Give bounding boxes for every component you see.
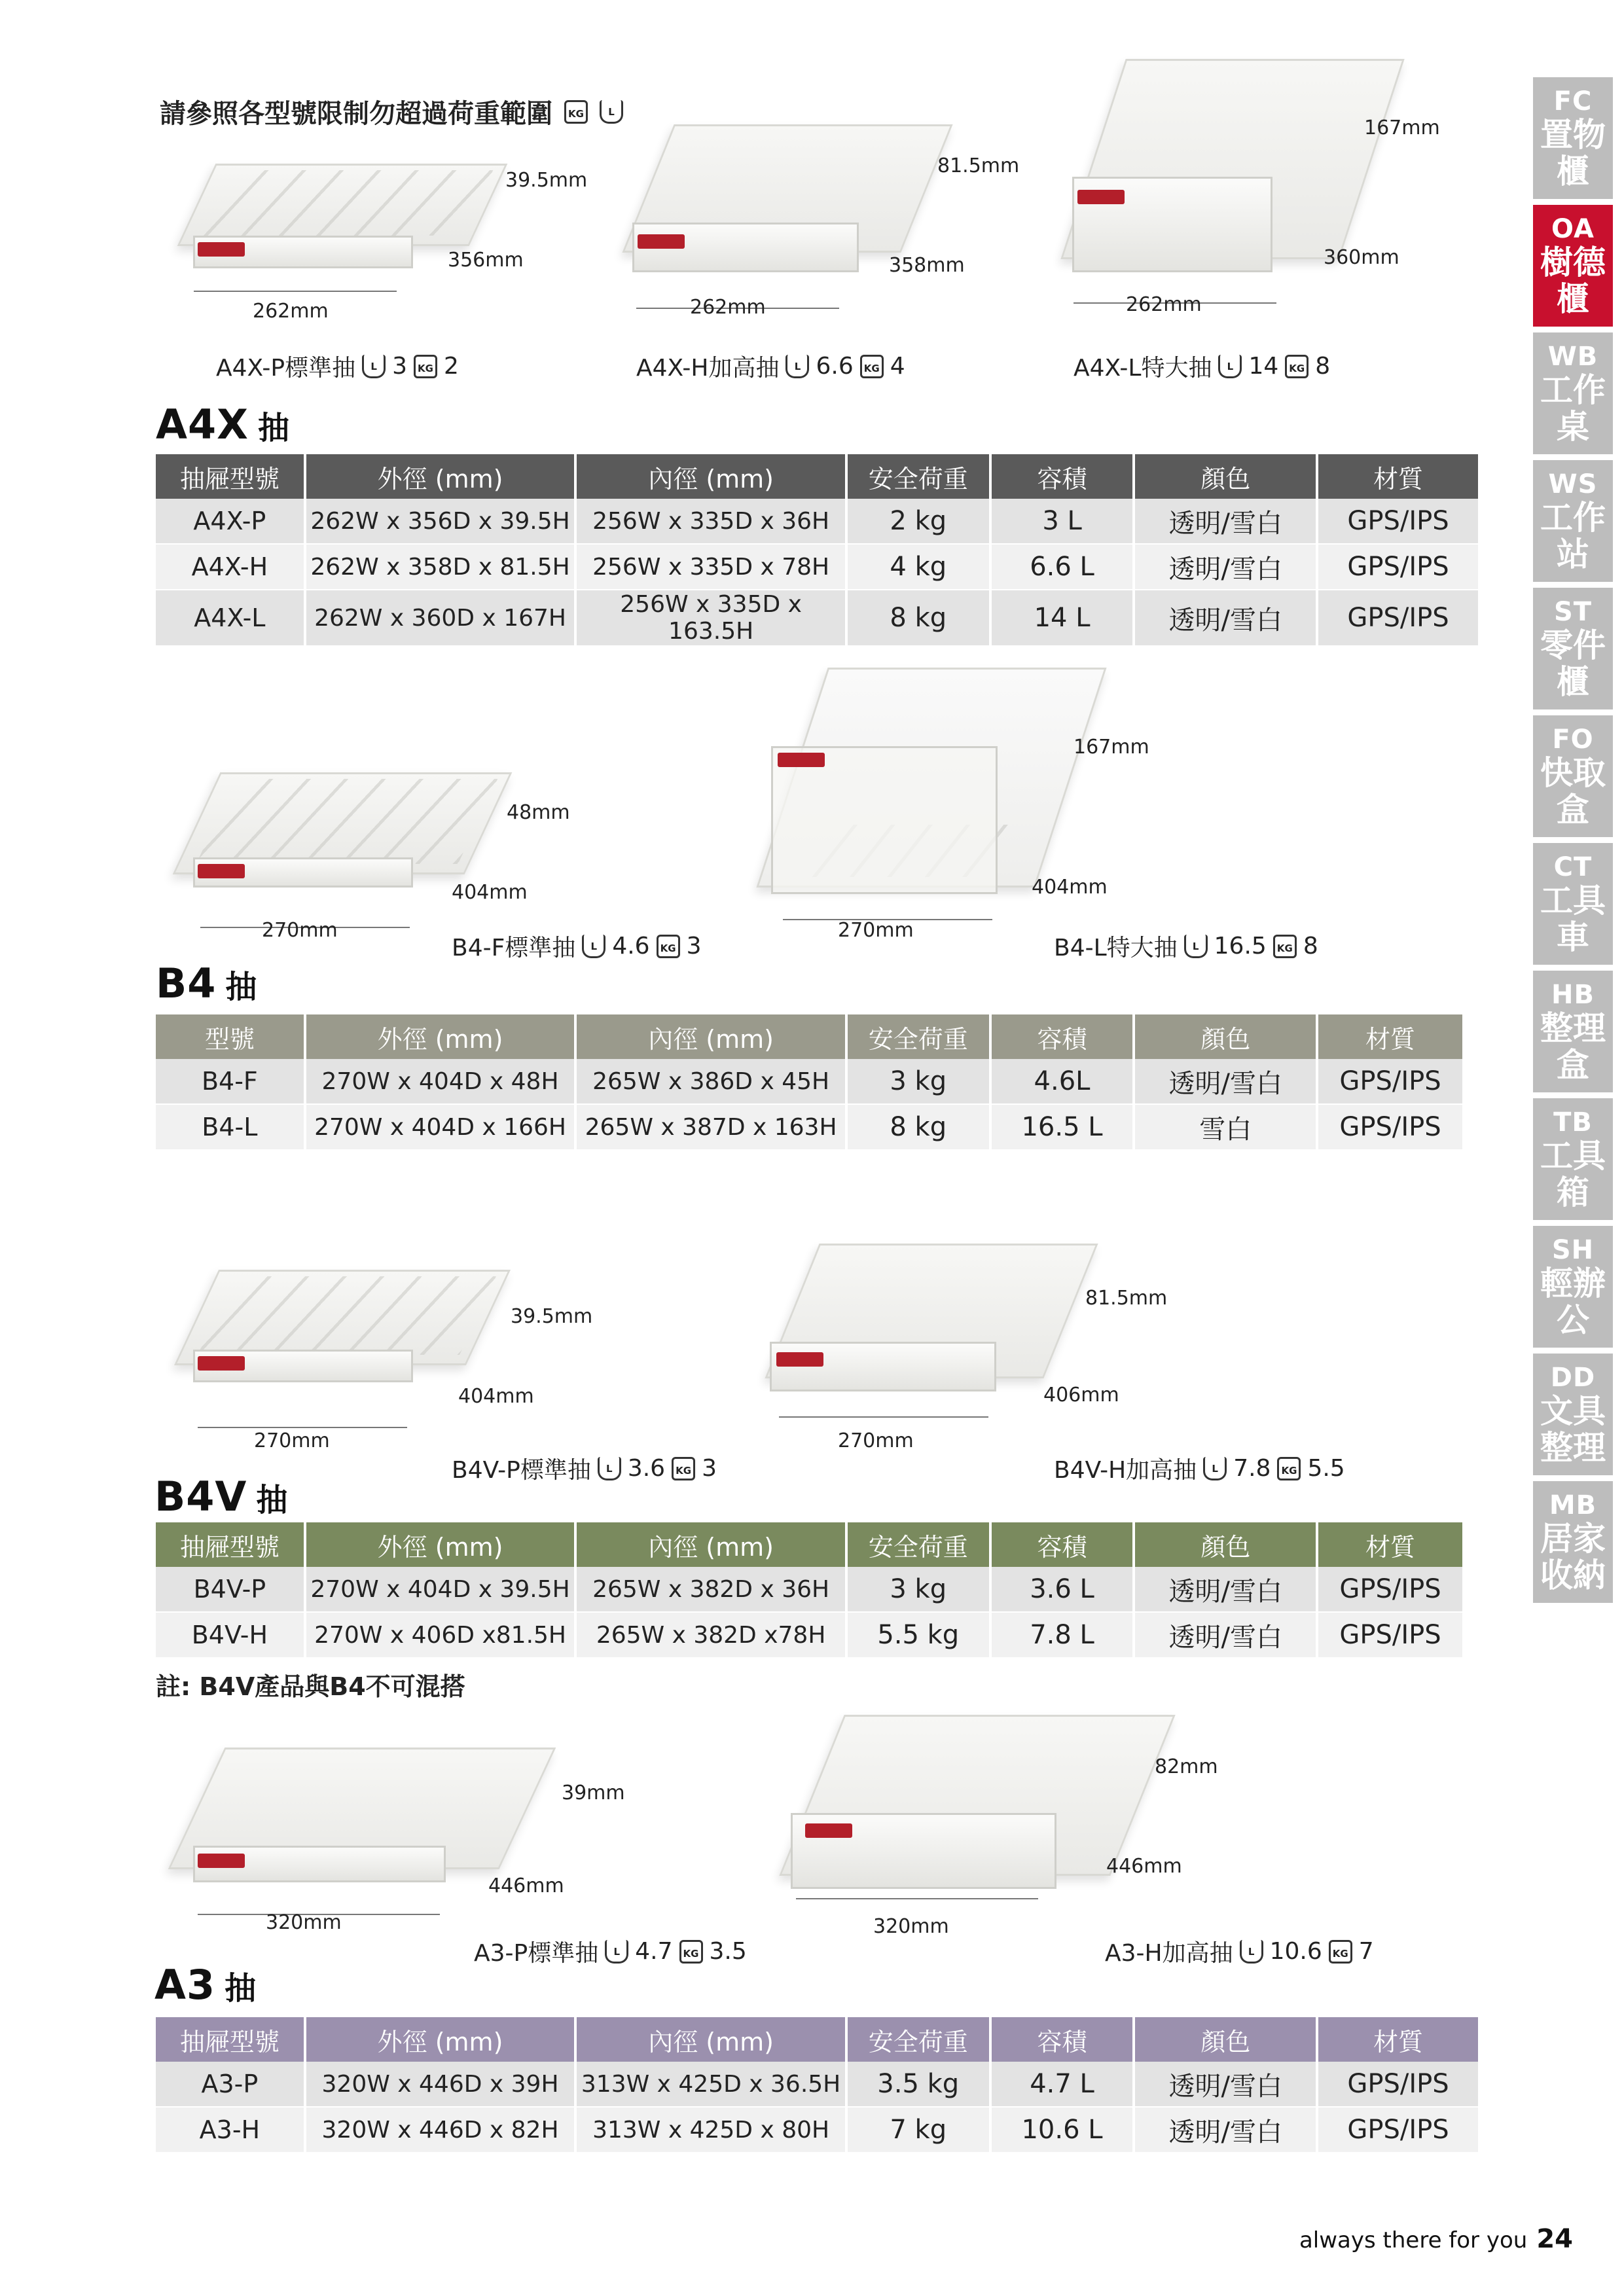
b4v-h-drawer-image	[772, 1244, 1080, 1394]
header-cell: 容積	[990, 2017, 1134, 2062]
table-cell: 256W x 335D x 78H	[575, 544, 846, 590]
a4x-h-kg: 4	[890, 353, 905, 380]
footer	[1299, 2224, 1573, 2254]
liter-icon: L	[605, 1940, 628, 1964]
a3-p-depth-dim: 446mm	[488, 1874, 564, 1897]
kg-icon: KG	[1273, 935, 1297, 958]
page-number: 24	[1536, 2224, 1573, 2254]
a4x-h-width-dim: 262mm	[690, 296, 766, 319]
table-row	[156, 544, 1479, 590]
a4x-l-width-dim: 262mm	[1126, 293, 1202, 316]
table-cell: 3.6 L	[990, 1567, 1134, 1612]
b4v-p-width-line	[198, 1427, 407, 1428]
a4x-p-width-dim: 262mm	[253, 300, 329, 323]
header-cell: 外徑 (mm)	[305, 454, 576, 499]
a3-h-depth-dim: 446mm	[1106, 1855, 1182, 1878]
a4x-l-kg: 8	[1315, 353, 1331, 380]
b4v-p-kg: 3	[702, 1455, 717, 1482]
b4-l-name: B4-L特大抽	[1054, 935, 1178, 961]
b4v-spec-table	[156, 1522, 1465, 1659]
nav-item-mb[interactable]	[1533, 1481, 1613, 1603]
table-header-row	[156, 1522, 1464, 1567]
kg-icon: KG	[657, 935, 680, 958]
b4v-section-title	[154, 1473, 288, 1520]
table-cell: 16.5 L	[990, 1104, 1134, 1150]
table-cell: 透明/雪白	[1134, 499, 1317, 544]
table-cell: 270W x 406D x81.5H	[305, 1612, 576, 1658]
table-row	[156, 1104, 1464, 1150]
b4-l-width-dim: 270mm	[838, 919, 914, 942]
b4v-note: 註: B4V產品與B4不可混搭	[156, 1672, 465, 1701]
table-cell: GPS/IPS	[1317, 1567, 1464, 1612]
table-cell: 10.6 L	[990, 2107, 1134, 2153]
table-cell: 265W x 382D x78H	[575, 1612, 846, 1658]
header-cell: 容積	[990, 1522, 1134, 1567]
table-cell: GPS/IPS	[1317, 2062, 1479, 2107]
liter-icon: L	[362, 355, 386, 378]
header-cell: 材質	[1317, 2017, 1479, 2062]
nav-label: 工具車	[1540, 882, 1606, 956]
table-row	[156, 590, 1479, 646]
table-header-row	[156, 1014, 1464, 1059]
table-cell: GPS/IPS	[1317, 499, 1479, 544]
b4-f-name: B4-F標準抽	[452, 935, 576, 961]
nav-label: 輕辦公	[1540, 1265, 1606, 1339]
a3-h-caption	[1105, 1935, 1374, 1968]
a4x-h-caption	[636, 350, 905, 383]
table-row	[156, 2107, 1479, 2153]
a3-p-liters: 4.7	[635, 1938, 673, 1965]
table-cell: A4X-H	[156, 544, 305, 590]
b4-f-kg: 3	[686, 933, 702, 960]
table-cell: 265W x 387D x 163H	[575, 1104, 846, 1150]
header-cell: 顏色	[1134, 1014, 1317, 1059]
a3-p-caption	[474, 1935, 747, 1968]
a3-section-title	[154, 1961, 257, 2009]
nav-code: DD	[1550, 1363, 1596, 1393]
kg-icon: KG	[1285, 355, 1308, 378]
table-cell: B4-L	[156, 1104, 305, 1150]
b4v-title: B4V	[154, 1473, 247, 1520]
table-cell: 4 kg	[846, 544, 990, 590]
nav-code: ST	[1553, 597, 1593, 627]
a4x-p-caption	[216, 350, 459, 383]
table-cell: 270W x 404D x 48H	[305, 1059, 576, 1104]
b4v-h-liters: 7.8	[1233, 1455, 1271, 1482]
b4-l-depth-dim: 404mm	[1032, 876, 1108, 899]
header-cell: 內徑 (mm)	[575, 1522, 846, 1567]
liter-icon: L	[1203, 1457, 1227, 1480]
table-row	[156, 1612, 1464, 1658]
header-cell: 材質	[1317, 1522, 1464, 1567]
a4x-l-caption	[1074, 350, 1330, 383]
table-cell: 3 L	[990, 499, 1134, 544]
table-cell: 透明/雪白	[1134, 1059, 1317, 1104]
b4-section-title	[156, 960, 257, 1007]
a3-h-width-dim: 320mm	[873, 1915, 949, 1938]
kg-icon: KG	[860, 355, 884, 378]
b4v-h-kg: 5.5	[1307, 1455, 1345, 1482]
nav-item-st[interactable]	[1533, 588, 1613, 709]
liter-icon: L	[785, 355, 809, 378]
a3-p-drawer-image	[196, 1748, 537, 1898]
a4x-l-height-dim: 167mm	[1364, 117, 1440, 139]
nav-code: MB	[1549, 1490, 1597, 1520]
table-cell: B4-F	[156, 1059, 305, 1104]
a4x-p-liters: 3	[392, 353, 408, 380]
table-cell: GPS/IPS	[1317, 590, 1479, 646]
header-cell: 外徑 (mm)	[305, 1522, 576, 1567]
kg-icon: KG	[679, 1940, 703, 1964]
b4-f-height-dim: 48mm	[507, 801, 570, 824]
b4v-p-depth-dim: 404mm	[458, 1385, 534, 1408]
table-cell: 256W x 335D x 36H	[575, 499, 846, 544]
b4-f-width-dim: 270mm	[262, 919, 338, 942]
header-cell: 型號	[156, 1014, 305, 1059]
nav-item-sh[interactable]	[1533, 1226, 1613, 1348]
a4x-h-depth-dim: 358mm	[889, 254, 965, 277]
b4-title-zh: 抽	[225, 969, 258, 1005]
table-cell: 4.6L	[990, 1059, 1134, 1104]
header-cell: 材質	[1317, 454, 1479, 499]
nav-code: FC	[1553, 86, 1593, 117]
a4x-l-liters: 14	[1248, 353, 1279, 380]
b4v-h-name: B4V-H加高抽	[1054, 1457, 1197, 1484]
nav-item-fo[interactable]	[1533, 715, 1613, 837]
b4-title: B4	[156, 960, 217, 1007]
table-cell: 雪白	[1134, 1104, 1317, 1150]
header-cell: 安全荷重	[846, 1014, 990, 1059]
b4v-p-drawer-image	[196, 1270, 497, 1394]
a4x-l-depth-dim: 360mm	[1324, 246, 1399, 269]
kg-icon: KG	[1277, 1457, 1301, 1480]
header-cell: 安全荷重	[846, 2017, 990, 2062]
nav-label: 置物櫃	[1540, 116, 1606, 190]
b4v-p-height-dim: 39.5mm	[511, 1305, 593, 1328]
table-cell: 透明/雪白	[1134, 590, 1317, 646]
a3-h-height-dim: 82mm	[1155, 1755, 1218, 1778]
header-cell: 安全荷重	[846, 1522, 990, 1567]
a3-p-width-dim: 320mm	[266, 1911, 342, 1934]
b4v-h-width-dim: 270mm	[838, 1429, 914, 1452]
table-cell: 265W x 382D x 36H	[575, 1567, 846, 1612]
liter-icon: L	[582, 935, 605, 958]
a4x-h-name: A4X-H加高抽	[636, 355, 780, 382]
nav-item-hb[interactable]	[1533, 971, 1613, 1092]
table-cell: 265W x 386D x 45H	[575, 1059, 846, 1104]
table-cell: 313W x 425D x 36.5H	[575, 2062, 846, 2107]
header-cell: 內徑 (mm)	[575, 2017, 846, 2062]
b4-spec-table	[156, 1014, 1465, 1151]
header-cell: 材質	[1317, 1014, 1464, 1059]
header-cell: 抽屜型號	[156, 1522, 305, 1567]
b4v-p-name: B4V-P標準抽	[452, 1457, 591, 1484]
header-cell: 抽屜型號	[156, 2017, 305, 2062]
kg-icon: KG	[1329, 1940, 1352, 1964]
b4v-h-depth-dim: 406mm	[1043, 1384, 1119, 1407]
header-cell: 外徑 (mm)	[305, 2017, 576, 2062]
nav-label: 工作桌	[1540, 371, 1606, 446]
a4x-p-kg: 2	[444, 353, 459, 380]
table-cell: 270W x 404D x 166H	[305, 1104, 576, 1150]
header-cell: 外徑 (mm)	[305, 1014, 576, 1059]
nav-label: 零件櫃	[1540, 626, 1606, 701]
nav-item-tb[interactable]	[1533, 1098, 1613, 1220]
header-cell: 顏色	[1134, 2017, 1317, 2062]
b4v-p-width-dim: 270mm	[254, 1429, 330, 1452]
table-cell: A4X-L	[156, 590, 305, 646]
nav-label: 工具箱	[1540, 1137, 1606, 1211]
table-cell: 透明/雪白	[1134, 2062, 1317, 2107]
side-nav	[1533, 77, 1613, 1609]
nav-code: WS	[1548, 469, 1598, 499]
nav-code: FO	[1552, 725, 1594, 755]
b4-l-caption	[1054, 929, 1318, 963]
nav-label: 文具整理	[1540, 1392, 1606, 1467]
a3-h-drawer-image	[792, 1715, 1146, 1898]
nav-item-fc[interactable]	[1533, 77, 1613, 199]
table-cell: 320W x 446D x 82H	[305, 2107, 576, 2153]
kg-icon: KG	[564, 100, 588, 124]
table-cell: 14 L	[990, 590, 1134, 646]
table-cell: 透明/雪白	[1134, 1612, 1317, 1658]
liter-icon: L	[1240, 1940, 1263, 1964]
table-cell: 5.5 kg	[846, 1612, 990, 1658]
a4x-title-zh: 抽	[257, 410, 290, 446]
weight-notice	[160, 93, 623, 130]
table-cell: GPS/IPS	[1317, 1104, 1464, 1150]
table-cell: A4X-P	[156, 499, 305, 544]
nav-item-dd[interactable]	[1533, 1354, 1613, 1475]
table-cell: 4.7 L	[990, 2062, 1134, 2107]
header-cell: 容積	[990, 1014, 1134, 1059]
table-row	[156, 1059, 1464, 1104]
table-cell: 8 kg	[846, 590, 990, 646]
table-cell: 313W x 425D x 80H	[575, 2107, 846, 2153]
table-header-row	[156, 454, 1479, 499]
a3-p-name: A3-P標準抽	[474, 1940, 599, 1967]
nav-label: 樹德櫃	[1540, 243, 1606, 318]
b4v-title-zh: 抽	[256, 1482, 289, 1518]
a4x-p-name: A4X-P標準抽	[216, 355, 356, 382]
table-cell: 2 kg	[846, 499, 990, 544]
table-cell: 透明/雪白	[1134, 1567, 1317, 1612]
a3-spec-table	[156, 2017, 1481, 2153]
nav-code: OA	[1551, 214, 1595, 244]
liter-icon: L	[1218, 355, 1242, 378]
nav-item-wb[interactable]	[1533, 332, 1613, 454]
table-cell: 7.8 L	[990, 1612, 1134, 1658]
b4-f-depth-dim: 404mm	[452, 881, 528, 904]
nav-code: HB	[1551, 980, 1595, 1010]
header-cell: 安全荷重	[846, 454, 990, 499]
nav-item-ct[interactable]	[1533, 843, 1613, 965]
nav-label: 快取盒	[1540, 754, 1606, 829]
header-cell: 顏色	[1134, 1522, 1317, 1567]
a4x-p-width-line	[194, 291, 397, 292]
a4x-p-depth-dim: 356mm	[448, 249, 524, 272]
a3-title-zh: 抽	[225, 1970, 257, 2007]
weight-notice-text: 請參照各型號限制勿超過荷重範圍	[160, 99, 552, 129]
a4x-spec-table	[156, 454, 1481, 647]
table-cell: 透明/雪白	[1134, 2107, 1317, 2153]
nav-label: 整理盒	[1540, 1009, 1606, 1084]
b4-l-liters: 16.5	[1214, 933, 1267, 960]
nav-item-oa[interactable]	[1533, 205, 1613, 327]
table-cell: 262W x 356D x 39.5H	[305, 499, 576, 544]
table-cell: 6.6 L	[990, 544, 1134, 590]
table-row	[156, 499, 1479, 544]
b4v-h-height-dim: 81.5mm	[1085, 1287, 1168, 1310]
nav-item-ws[interactable]	[1533, 460, 1613, 582]
a3-h-kg: 7	[1358, 1938, 1374, 1965]
b4v-p-liters: 3.6	[627, 1455, 666, 1482]
b4-l-kg: 8	[1303, 933, 1318, 960]
header-cell: 內徑 (mm)	[575, 1014, 846, 1059]
table-cell: 3 kg	[846, 1567, 990, 1612]
header-cell: 內徑 (mm)	[575, 454, 846, 499]
header-cell: 抽屜型號	[156, 454, 305, 499]
table-cell: B4V-H	[156, 1612, 305, 1658]
a3-h-liters: 10.6	[1269, 1938, 1322, 1965]
b4v-p-caption	[452, 1452, 717, 1485]
a4x-section-title	[156, 401, 290, 448]
nav-code: CT	[1553, 852, 1593, 882]
a3-h-name: A3-H加高抽	[1105, 1940, 1233, 1967]
a4x-h-drawer-image	[635, 124, 936, 275]
header-cell: 容積	[990, 454, 1134, 499]
table-cell: 8 kg	[846, 1104, 990, 1150]
a3-p-height-dim: 39mm	[562, 1782, 625, 1804]
header-cell: 顏色	[1134, 454, 1317, 499]
table-row	[156, 1567, 1464, 1612]
nav-code: TB	[1553, 1107, 1593, 1138]
table-cell: 262W x 360D x 167H	[305, 590, 576, 646]
a4x-title: A4X	[156, 401, 249, 448]
b4-l-drawer-image	[772, 668, 1080, 903]
nav-code: WB	[1547, 342, 1598, 372]
nav-label: 居家收納	[1540, 1520, 1606, 1594]
b4-l-height-dim: 167mm	[1074, 736, 1149, 759]
table-cell: B4V-P	[156, 1567, 305, 1612]
b4v-h-width-line	[779, 1416, 988, 1418]
table-cell: 透明/雪白	[1134, 544, 1317, 590]
liter-icon: L	[600, 100, 623, 124]
a3-h-width-line	[796, 1898, 1038, 1899]
a3-p-kg: 3.5	[709, 1938, 747, 1965]
a4x-h-liters: 6.6	[816, 353, 854, 380]
nav-label: 工作站	[1540, 499, 1606, 573]
table-cell: 262W x 358D x 81.5H	[305, 544, 576, 590]
a4x-p-height-dim: 39.5mm	[505, 169, 588, 192]
table-cell: A3-P	[156, 2062, 305, 2107]
b4-f-liters: 4.6	[612, 933, 650, 960]
a3-title: A3	[154, 1961, 216, 2009]
table-cell: GPS/IPS	[1317, 1612, 1464, 1658]
liter-icon: L	[1184, 935, 1208, 958]
table-cell: 3.5 kg	[846, 2062, 990, 2107]
table-cell: A3-H	[156, 2107, 305, 2153]
table-cell: GPS/IPS	[1317, 544, 1479, 590]
table-cell: 270W x 404D x 39.5H	[305, 1567, 576, 1612]
table-cell: 7 kg	[846, 2107, 990, 2153]
table-cell: 320W x 446D x 39H	[305, 2062, 576, 2107]
b4v-h-caption	[1054, 1452, 1345, 1485]
footer-slogan: always there for you	[1299, 2227, 1528, 2253]
a4x-l-name: A4X-L特大抽	[1074, 355, 1212, 382]
table-cell: GPS/IPS	[1317, 1059, 1464, 1104]
nav-code: SH	[1551, 1235, 1595, 1265]
table-cell: GPS/IPS	[1317, 2107, 1479, 2153]
b4-f-caption	[452, 929, 701, 963]
kg-icon: KG	[672, 1457, 695, 1480]
a4x-h-height-dim: 81.5mm	[937, 154, 1020, 177]
kg-icon: KG	[414, 355, 437, 378]
table-cell: 256W x 335D x 163.5H	[575, 590, 846, 646]
liter-icon: L	[598, 1457, 621, 1480]
table-header-row	[156, 2017, 1479, 2062]
table-cell: 3 kg	[846, 1059, 990, 1104]
table-row	[156, 2062, 1479, 2107]
